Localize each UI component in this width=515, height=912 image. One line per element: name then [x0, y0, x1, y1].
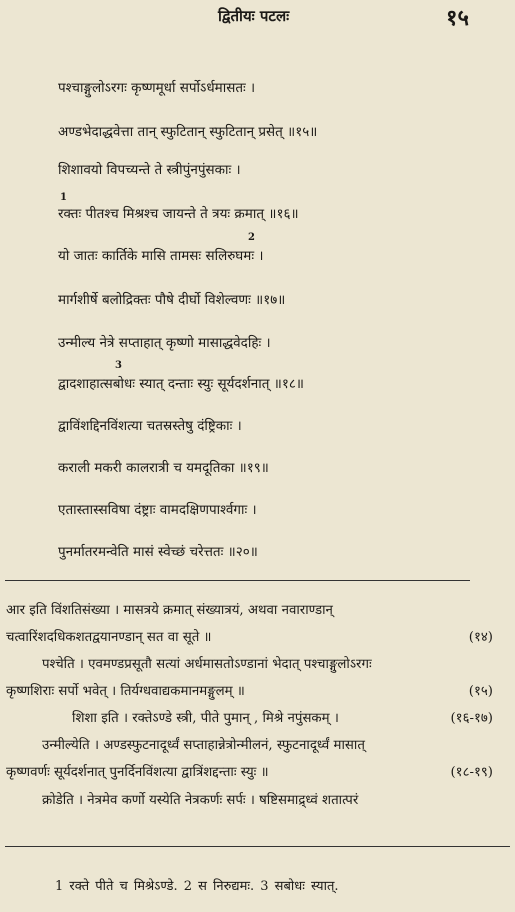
verse-line: कराली मकरी कालरात्री च यमदूतिका ॥१९॥	[58, 460, 269, 476]
verse-reference: (१५)	[468, 684, 493, 699]
verse-reference: (१४)	[468, 630, 493, 645]
commentary-line: क्रोडेति । नेत्रमेव कर्णो यस्येति नेत्रकर्णः सर्पः । षष्टिसमाद्र्ध्वं शतात्परं	[42, 793, 359, 808]
commentary-line: आर इति विंशतिसंख्या । मासत्रये क्रमात् संख्यात्रयं, अथवा नवाराण्डान्	[6, 603, 333, 618]
verse-reference: (१८-१९)	[450, 765, 493, 780]
footnote-marker: 1	[60, 192, 67, 203]
verse-line: द्वाविंशद्दिनविंशत्या चतस्रस्तेषु दंष्ट्रिकाः ।	[58, 418, 242, 434]
verse-line: अण्डभेदाद्धवेत्ता तान् स्फुटितान् स्फुटितान् प्रसेत् ॥१५॥	[58, 124, 318, 140]
commentary-line: चत्वारिंशदधिकशतद्वयानण्डान् सत वा सूते ॥	[6, 630, 212, 645]
page-number: १५	[446, 5, 469, 31]
footnote-marker: 3	[115, 360, 122, 371]
section-divider	[5, 580, 470, 581]
verse-line: द्वादशाहात्सबोधः स्यात् दन्ताः स्युः सूर्यदर्शनात् ॥१८॥	[58, 376, 304, 392]
verse-line: यो जातः कार्तिके मासि तामसः सलिरुघमः ।	[58, 248, 264, 264]
footnote-marker: 2	[248, 232, 255, 243]
footnote-divider	[5, 846, 510, 847]
commentary-line: शिशा इति । रक्तेऽण्डे स्त्री, पीते पुमान् , मिश्रे नपुंसकम् ।	[72, 711, 339, 726]
chapter-title: द्वितीयः पटलः	[218, 7, 290, 25]
commentary-line: पश्चेति । एवमण्डप्रसूतौ सत्यां अर्धमासतोऽण्डानां भेदात् पश्चाङ्गुलोऽरगः	[42, 657, 372, 672]
verse-line: एतास्तास्सविषा दंष्ट्राः वामदक्षिणपार्श्वगाः ।	[58, 502, 257, 518]
commentary-line: कृष्णशिराः सर्पो भवेत् । तिर्यग्धवाद्यकमानमङ्गुलम् ॥	[6, 684, 245, 699]
verse-line: उन्मील्य नेत्रे सप्ताहात् कृष्णो मासाद्धवेदहिः ।	[58, 335, 271, 351]
commentary-line: कृष्णवर्णः सूर्यदर्शनात् पुनर्दिनविंशत्या द्वात्रिंशद्दन्ताः स्युः ॥	[6, 765, 269, 780]
verse-line: पश्चाङ्गुलोऽरगः कृष्णमूर्धा सर्पोऽर्धमासतः ।	[58, 80, 256, 96]
footnotes: 1 रक्ते पीते च मिश्रेऽण्डे. 2 स निरुद्यमः. 3 सबोधः स्यात्.	[55, 879, 339, 894]
verse-line: मार्गशीर्षे बलोद्रिक्तः पौषे दीर्घो विशेल्वणः ॥१७॥	[58, 292, 286, 308]
verse-reference: (१६-१७)	[450, 711, 493, 726]
verse-line: पुनर्मातरमन्वेति मासं स्वेच्छं चरेत्ततः ॥२०॥	[58, 544, 258, 560]
commentary-line: उन्मील्येति । अण्डस्फुटनादूर्ध्वं सप्ताहान्नेत्रोन्मीलनं, स्फुटनादूर्ध्वं मासात्	[42, 738, 365, 753]
verse-line: रक्तः पीतश्च मिश्रश्च जायन्ते ते त्रयः क्रमात् ॥१६॥	[58, 206, 299, 222]
verse-line: शिशावयो विपच्यन्ते ते स्त्रीपुंनपुंसकाः ।	[58, 162, 241, 178]
